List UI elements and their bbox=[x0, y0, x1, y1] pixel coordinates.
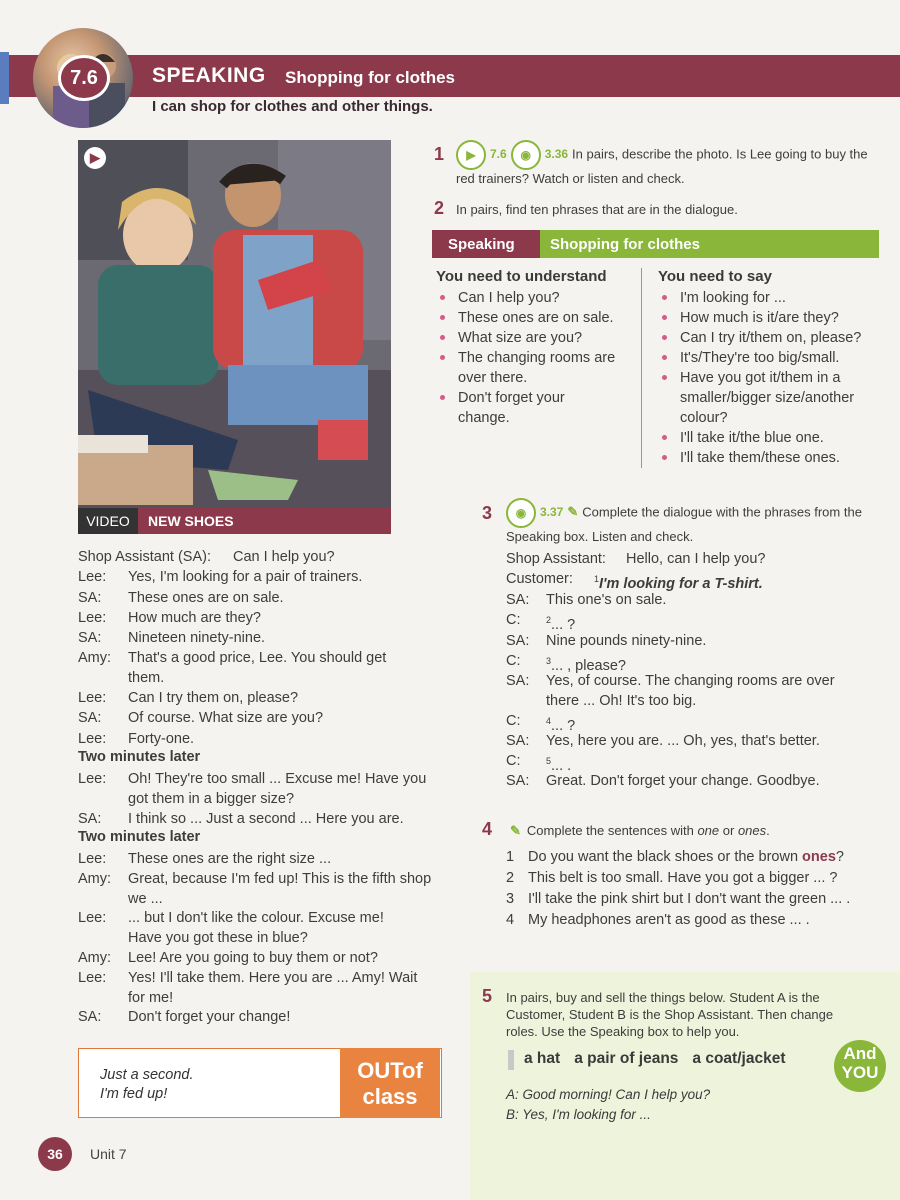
say-heading: You need to say bbox=[658, 268, 772, 285]
dialogue-line bbox=[78, 547, 438, 567]
video-icon[interactable]: ▶ bbox=[456, 140, 486, 170]
out-of-class-phrase: Just a second. bbox=[100, 1067, 194, 1083]
sentence-number: 2 bbox=[506, 870, 515, 886]
dialogue-line bbox=[506, 610, 886, 633]
speaking-box-divider bbox=[641, 268, 642, 468]
dialogue-line bbox=[506, 631, 886, 651]
exercise1-text: In pairs, describe the photo. Is Lee going to buy the red trainers? Watch or listen and check. bbox=[456, 146, 868, 186]
speaking-box-label: Speaking bbox=[448, 236, 515, 253]
dialogue-speaker: Amy: bbox=[78, 950, 112, 966]
exercise4-word: ones bbox=[737, 823, 767, 838]
video-still-art bbox=[78, 140, 391, 508]
dialogue-line bbox=[506, 590, 886, 610]
understand-list bbox=[436, 288, 636, 428]
dialogue-speaker: SA: bbox=[78, 590, 102, 606]
and-you-line: And bbox=[843, 1044, 877, 1063]
dialogue-text: Nineteen ninety-nine. bbox=[128, 630, 266, 646]
dialogue-speaker: Lee: bbox=[78, 731, 107, 747]
dialogue-line bbox=[506, 751, 886, 774]
sentence-text: I'll take the pink shirt but I don't want the green ... . bbox=[528, 891, 851, 907]
dialogue-text: These ones are the right size ... bbox=[128, 851, 332, 867]
list-item bbox=[506, 847, 896, 868]
exercise5-text: In pairs, buy and sell the things below. Student A is the Customer, Student B is the Shop Assistant. Then change roles. Use the Speaking box to help you. bbox=[506, 990, 834, 1039]
exercise2-text: In pairs, find ten phrases that are in the dialogue. bbox=[456, 202, 738, 217]
dialogue-line bbox=[78, 1007, 438, 1027]
dialogue-text: Yes, of course. The changing rooms are over there ... Oh! It's too big. bbox=[546, 673, 835, 709]
pencil-icon: ✎ bbox=[567, 504, 579, 520]
video-ref: 7.6 bbox=[490, 147, 507, 162]
sentence-text: This belt is too small. Have you got a bigger ... ? bbox=[528, 870, 838, 886]
video-still-photo[interactable] bbox=[78, 140, 391, 508]
dialogue-time-heading: Two minutes later bbox=[78, 749, 201, 765]
dialogue-speaker: Lee: bbox=[78, 910, 107, 926]
header-accent bbox=[0, 52, 9, 104]
list-item bbox=[506, 910, 896, 931]
dialogue-text: These ones are on sale. bbox=[128, 590, 284, 606]
out-of-class-badge-top: OUTof bbox=[357, 1058, 423, 1083]
list-item bbox=[506, 889, 896, 910]
dialogue-speaker: Amy: bbox=[78, 871, 112, 887]
dialogue-speaker: SA: bbox=[506, 633, 530, 649]
item-label: a pair of jeans bbox=[574, 1050, 679, 1067]
dialogue-line bbox=[506, 549, 886, 569]
dialogue-line bbox=[78, 688, 438, 708]
gap-number: 3 bbox=[546, 656, 552, 666]
exercise1-instruction bbox=[456, 140, 876, 187]
dialogue-text: ... . bbox=[551, 757, 572, 774]
dialogue-speaker: SA: bbox=[506, 733, 530, 749]
dialogue-line bbox=[506, 671, 886, 711]
dialogue-speaker: C: bbox=[506, 653, 521, 669]
dialogue-text: That's a good price, Lee. You should get them. bbox=[128, 650, 387, 686]
dialogue-text: Can I help you? bbox=[233, 549, 335, 565]
list-item: I'm looking for ... bbox=[658, 288, 890, 308]
dialogue-text: This one's on sale. bbox=[546, 592, 667, 608]
video-title: NEW SHOES bbox=[148, 513, 234, 529]
dialogue-speaker: Shop Assistant: bbox=[506, 551, 606, 567]
exercise5-items bbox=[524, 1050, 785, 1068]
dialogue-text: Great, because I'm fed up! This is the fifth shop we ... bbox=[128, 871, 432, 907]
dialogue-text: ... ? bbox=[551, 616, 576, 633]
audio-track: 3.36 bbox=[544, 147, 569, 162]
dialogue-text: I think so ... Just a second ... Here you are. bbox=[128, 811, 404, 827]
sentence-number: 4 bbox=[506, 912, 515, 928]
dialogue-speaker: Customer: bbox=[506, 571, 573, 587]
dialogue-text: Oh! They're too small ... Excuse me! Have you got them in a bigger size? bbox=[128, 771, 427, 807]
dialogue-speaker: Lee: bbox=[78, 970, 107, 986]
sentence-answer: ones bbox=[802, 849, 836, 865]
lesson-title: SPEAKING bbox=[152, 64, 266, 87]
dialogue-text: Can I try them on, please? bbox=[128, 690, 299, 706]
speaking-box-title: Shopping for clothes bbox=[550, 236, 700, 253]
dialogue-speaker: SA: bbox=[78, 811, 102, 827]
list-item: What size are you? bbox=[436, 328, 636, 348]
exercise-number: 5 bbox=[482, 986, 493, 1006]
items-marker bbox=[508, 1050, 514, 1070]
and-you-badge bbox=[834, 1040, 886, 1092]
exercise4-instruction bbox=[510, 822, 870, 839]
lesson-objective: I can shop for clothes and other things. bbox=[152, 98, 433, 115]
list-item: Can I help you? bbox=[436, 288, 636, 308]
dialogue-line bbox=[506, 771, 886, 791]
out-of-class-badge bbox=[340, 1048, 440, 1118]
say-list bbox=[658, 288, 890, 468]
list-item: Can I try it/them on, please? bbox=[658, 328, 890, 348]
list-item bbox=[506, 868, 896, 889]
dialogue-time-heading: Two minutes later bbox=[78, 829, 201, 845]
audio-icon[interactable]: ◉ bbox=[511, 140, 541, 170]
audio-icon[interactable]: ◉ bbox=[506, 498, 536, 528]
dialogue-speaker: SA: bbox=[506, 592, 530, 608]
sentence-number: 3 bbox=[506, 891, 515, 907]
item-label: a coat/jacket bbox=[692, 1050, 786, 1067]
dialogue-text: Nine pounds ninety-nine. bbox=[546, 633, 707, 649]
dialogue-speaker: SA: bbox=[78, 630, 102, 646]
dialogue-speaker: Shop Assistant (SA): bbox=[78, 549, 211, 565]
dialogue-text: Great. Don't forget your change. Goodbye. bbox=[546, 773, 820, 789]
dialogue-line bbox=[78, 567, 438, 587]
dialogue-speaker: Amy: bbox=[78, 650, 112, 666]
audio-track: 3.37 bbox=[540, 505, 564, 520]
exercise-number: 1 bbox=[434, 144, 445, 164]
dialogue-text: How much are they? bbox=[128, 610, 261, 626]
video-tag: VIDEO bbox=[78, 508, 138, 534]
dialogue-text: Lee! Are you going to buy them or not? bbox=[128, 950, 378, 966]
example-line: B: Yes, I'm looking for ... bbox=[506, 1107, 651, 1122]
dialogue-line bbox=[506, 731, 886, 751]
dialogue-speaker: Lee: bbox=[78, 690, 107, 706]
list-item: Don't forget your change. bbox=[436, 388, 608, 428]
gap-number: 4 bbox=[546, 716, 552, 726]
dialogue-line bbox=[506, 651, 886, 674]
dialogue-text: Yes, I'm looking for a pair of trainers. bbox=[128, 569, 363, 585]
gap-number: 1 bbox=[594, 574, 600, 584]
dialogue-line bbox=[78, 648, 438, 688]
page-number: 36 bbox=[38, 1137, 72, 1171]
dialogue-line bbox=[78, 608, 438, 628]
out-of-class-badge-bottom: class bbox=[362, 1084, 418, 1109]
list-item: I'll take them/these ones. bbox=[658, 448, 890, 468]
dialogue-line bbox=[506, 711, 886, 734]
dialogue-speaker: SA: bbox=[506, 773, 530, 789]
dialogue-text: ... ? bbox=[551, 717, 576, 734]
dialogue-text: Hello, can I help you? bbox=[626, 551, 766, 567]
dialogue-text: I'm looking for a T-shirt. bbox=[599, 575, 763, 592]
dialogue-line bbox=[78, 849, 438, 869]
exercise5-example bbox=[506, 1085, 710, 1125]
dialogue-speaker: Lee: bbox=[78, 569, 107, 585]
dialogue-line bbox=[506, 569, 886, 592]
exercise4-text: Complete the sentences with bbox=[526, 823, 698, 838]
sentence-number: 1 bbox=[506, 849, 515, 865]
understand-heading: You need to understand bbox=[436, 268, 607, 285]
dialogue-line bbox=[78, 708, 438, 728]
sentence-text: Do you want the black shoes or the brown bbox=[528, 849, 803, 865]
and-you-line: YOU bbox=[841, 1063, 879, 1082]
dialogue-line bbox=[78, 809, 438, 829]
dialogue-text: Yes! I'll take them. Here you are ... Amy! Wait for me! bbox=[128, 970, 418, 1006]
lesson-subtitle: Shopping for clothes bbox=[285, 68, 455, 87]
dialogue-speaker: SA: bbox=[506, 673, 530, 689]
exercise4-word: one bbox=[697, 823, 720, 838]
lesson-number-badge: 7.6 bbox=[58, 55, 110, 101]
dialogue-line bbox=[78, 769, 438, 809]
sentence-text: My headphones aren't as good as these ... . bbox=[528, 912, 810, 928]
exercise3-instruction bbox=[506, 498, 876, 545]
dialogue-line bbox=[78, 948, 438, 968]
dialogue-text: Yes, here you are. ... Oh, yes, that's better. bbox=[546, 733, 820, 749]
gap-number: 5 bbox=[546, 756, 552, 766]
dialogue-speaker: Lee: bbox=[78, 851, 107, 867]
out-of-class-phrase: I'm fed up! bbox=[100, 1086, 168, 1102]
dialogue-speaker: C: bbox=[506, 753, 521, 769]
dialogue-line bbox=[78, 968, 438, 1008]
dialogue-speaker: Lee: bbox=[78, 771, 107, 787]
list-item: The changing rooms are over there. bbox=[436, 348, 628, 388]
list-item: I'll take it/the blue one. bbox=[658, 428, 890, 448]
exercise4-text: . bbox=[766, 823, 770, 838]
exercise3-text: Complete the dialogue with the phrases from the Speaking box. Listen and check. bbox=[506, 504, 862, 544]
list-item: It's/They're too big/small. bbox=[658, 348, 890, 368]
exercise-number: 4 bbox=[482, 819, 493, 839]
dialogue-speaker: Lee: bbox=[78, 610, 107, 626]
dialogue-text: Forty-one. bbox=[128, 731, 195, 747]
item-label: a hat bbox=[524, 1050, 561, 1067]
exercise-number: 2 bbox=[434, 198, 445, 218]
exercise4-sentences bbox=[506, 847, 896, 931]
dialogue-line bbox=[78, 908, 438, 948]
dialogue-text: ... but I don't like the colour. Excuse me! Have you got these in blue? bbox=[128, 910, 384, 946]
exercise-number: 3 bbox=[482, 503, 493, 523]
dialogue-speaker: C: bbox=[506, 713, 521, 729]
out-of-class-phrases bbox=[100, 1066, 194, 1104]
list-item: These ones are on sale. bbox=[436, 308, 636, 328]
unit-label: Unit 7 bbox=[90, 1146, 127, 1162]
list-item: How much is it/are they? bbox=[658, 308, 890, 328]
dialogue-text: Don't forget your change! bbox=[128, 1009, 291, 1025]
dialogue-line bbox=[78, 869, 448, 909]
dialogue-speaker: C: bbox=[506, 612, 521, 628]
dialogue-text: Of course. What size are you? bbox=[128, 710, 324, 726]
dialogue-speaker: SA: bbox=[78, 710, 102, 726]
sentence-end: ? bbox=[835, 849, 844, 865]
dialogue-line bbox=[78, 588, 438, 608]
example-line: A: Good morning! Can I help you? bbox=[506, 1087, 711, 1102]
pencil-icon: ✎ bbox=[510, 823, 521, 838]
list-item: Have you got it/them in a smaller/bigger size/another colour? bbox=[658, 368, 890, 428]
dialogue-text: ... , please? bbox=[551, 657, 626, 674]
dialogue-line bbox=[78, 628, 438, 648]
exercise4-text: or bbox=[719, 823, 738, 838]
video-play-icon[interactable]: ▶ bbox=[84, 147, 106, 169]
gap-number: 2 bbox=[546, 615, 552, 625]
dialogue-line bbox=[78, 729, 438, 749]
dialogue-speaker: SA: bbox=[78, 1009, 102, 1025]
